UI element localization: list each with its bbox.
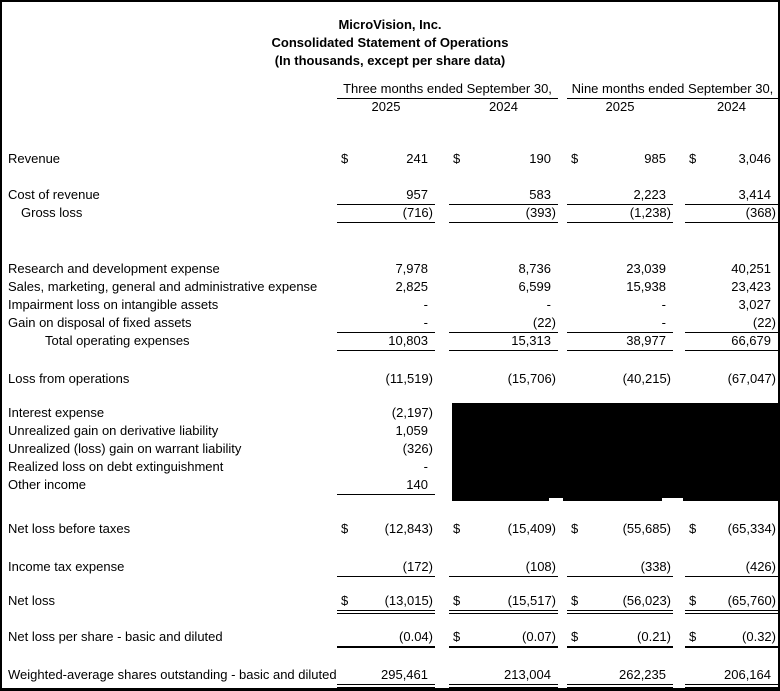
row-label: Other income (8, 477, 87, 492)
cell-value: (338) (640, 559, 671, 574)
value-cell (567, 278, 673, 296)
cell-value: (0.04) (399, 629, 433, 644)
cell-value: (15,517) (507, 593, 556, 608)
value-cell (685, 370, 778, 388)
value-cell (449, 666, 558, 685)
cell-value: 7,978 (395, 261, 428, 276)
row-label: Net loss (8, 593, 55, 608)
row-label: Net loss per share - basic and diluted (8, 629, 223, 644)
value-cell (685, 520, 778, 538)
value-cell (449, 204, 558, 223)
row-label: Unrealized gain on derivative liability (8, 423, 219, 438)
value-cell (685, 666, 778, 685)
row-spacer (2, 646, 778, 666)
value-cell (567, 260, 673, 278)
cell-value: 3,027 (738, 297, 771, 312)
value-cell (337, 370, 435, 388)
value-cell (449, 592, 558, 611)
dollar-sign: $ (689, 151, 697, 166)
cell-value: 241 (406, 151, 428, 166)
value-cell (567, 150, 673, 168)
statement-table (2, 80, 778, 684)
cell-value: 15,938 (626, 279, 666, 294)
cell-value: 1,059 (395, 423, 428, 438)
value-cell (337, 458, 435, 476)
cell-value: 206,164 (724, 667, 771, 682)
cell-value: (716) (402, 205, 433, 220)
cell-value: 15,313 (511, 333, 551, 348)
year-label: 2024 (489, 99, 518, 114)
cell-value: 40,251 (731, 261, 771, 276)
row-label: Net loss before taxes (8, 521, 131, 536)
value-cell (337, 476, 435, 495)
row-label: Interest expense (8, 405, 105, 420)
value-cell (337, 558, 435, 577)
cell-value: (426) (745, 559, 776, 574)
row-spacer (2, 538, 778, 558)
cell-value: (40,215) (622, 371, 671, 386)
cell-value: (13,015) (384, 593, 433, 608)
value-cell (567, 370, 673, 388)
cell-value: - (661, 315, 666, 330)
value-cell (449, 520, 558, 538)
value-cell (449, 628, 558, 648)
cell-value: (22) (752, 315, 776, 330)
value-cell (337, 278, 435, 296)
value-cell (337, 628, 435, 648)
value-cell (685, 628, 778, 648)
year-header-row (2, 98, 778, 116)
value-cell (337, 332, 435, 351)
table-row (2, 296, 778, 314)
cell-value: 190 (529, 151, 551, 166)
value-cell (685, 314, 778, 333)
row-spacer (2, 116, 778, 150)
value-cell (567, 592, 673, 611)
cell-value: 23,039 (626, 261, 666, 276)
value-cell (337, 260, 435, 278)
cell-value: (2,197) (391, 405, 433, 420)
cell-value: (172) (402, 559, 433, 574)
period-header-row (2, 80, 778, 98)
row-label: Gain on disposal of fixed assets (8, 315, 192, 330)
table-row (2, 520, 778, 538)
row-label: Unrealized (loss) gain on warrant liability (8, 441, 242, 456)
units-note: (In thousands, except per share data) (274, 53, 506, 68)
value-cell (449, 260, 558, 278)
row-label: Loss from operations (8, 371, 130, 386)
cell-value: - (423, 459, 428, 474)
value-cell (567, 204, 673, 223)
cell-value: (326) (402, 441, 433, 456)
cell-value: (67,047) (727, 371, 776, 386)
value-cell (337, 666, 435, 685)
cell-value: 38,977 (626, 333, 666, 348)
value-cell (685, 296, 778, 314)
value-cell (685, 260, 778, 278)
dollar-sign: $ (341, 593, 349, 608)
cell-value: 957 (406, 187, 428, 202)
year-label: 2025 (605, 99, 635, 114)
value-cell (337, 422, 435, 440)
cell-value: (368) (745, 205, 776, 220)
table-row (2, 628, 778, 646)
value-cell (449, 332, 558, 351)
value-cell (337, 186, 435, 205)
cell-value: 262,235 (619, 667, 666, 682)
cell-value: 23,423 (731, 279, 771, 294)
cell-value: 295,461 (381, 667, 428, 682)
table-row (2, 150, 778, 168)
row-label: Revenue (8, 151, 61, 166)
table-row (2, 204, 778, 222)
redaction-overlay (452, 403, 778, 498)
cell-value: - (423, 315, 428, 330)
cell-value: (15,409) (507, 521, 556, 536)
value-cell (449, 296, 558, 314)
redaction-overlay-bar (683, 498, 778, 501)
table-body (2, 116, 778, 684)
value-cell (685, 332, 778, 351)
value-cell (337, 440, 435, 458)
table-row (2, 592, 778, 610)
value-cell (685, 150, 778, 168)
cell-value: 10,803 (388, 333, 428, 348)
value-cell (567, 314, 673, 333)
year-label: 2025 (371, 99, 401, 114)
cell-value: 985 (644, 151, 666, 166)
cell-value: (55,685) (622, 521, 671, 536)
dollar-sign: $ (453, 521, 461, 536)
table-row (2, 260, 778, 278)
row-label: Realized loss on debt extinguishment (8, 459, 224, 474)
value-cell (337, 204, 435, 223)
table-row (2, 278, 778, 296)
dollar-sign: $ (341, 151, 349, 166)
cell-value: 3,414 (738, 187, 771, 202)
cell-value: (22) (532, 315, 556, 330)
dollar-sign: $ (453, 151, 461, 166)
value-cell (449, 278, 558, 296)
value-cell (337, 296, 435, 314)
cell-value: 6,599 (518, 279, 551, 294)
value-cell (337, 150, 435, 168)
row-spacer (2, 168, 778, 186)
cell-value: (65,760) (727, 593, 776, 608)
period-header-three-months: Three months ended September 30, (337, 80, 558, 99)
cell-value: (108) (525, 559, 556, 574)
cell-value: (65,334) (727, 521, 776, 536)
value-cell (567, 520, 673, 538)
value-cell (337, 592, 435, 611)
table-row (2, 666, 778, 684)
cell-value: 66,679 (731, 333, 771, 348)
cell-value: (15,706) (507, 371, 556, 386)
value-cell (449, 558, 558, 577)
table-row (2, 370, 778, 388)
dollar-sign: $ (689, 593, 697, 608)
year-label: 2024 (717, 99, 746, 114)
cell-value: 140 (406, 477, 428, 492)
cell-value: (0.32) (742, 629, 776, 644)
row-label: Cost of revenue (8, 187, 100, 202)
dollar-sign: $ (689, 629, 697, 644)
row-label: Impairment loss on intangible assets (8, 297, 219, 312)
value-cell (685, 204, 778, 223)
cell-value: 2,223 (633, 187, 666, 202)
cell-value: - (423, 297, 428, 312)
row-label: Total operating expenses (45, 333, 190, 348)
row-label: Weighted-average shares outstanding - basic and diluted (8, 667, 337, 682)
cell-value: - (546, 297, 551, 312)
cell-value: - (661, 297, 666, 312)
value-cell (337, 520, 435, 538)
cell-value: (0.07) (522, 629, 556, 644)
value-cell (449, 314, 558, 333)
title-block (2, 16, 778, 70)
cell-value: 213,004 (504, 667, 551, 682)
value-cell (685, 592, 778, 611)
row-label: Sales, marketing, general and administrative expense (8, 279, 318, 294)
value-cell (449, 150, 558, 168)
row-label: Gross loss (21, 205, 83, 220)
value-cell (567, 186, 673, 205)
value-cell (567, 628, 673, 648)
row-spacer (2, 388, 778, 404)
value-cell (567, 332, 673, 351)
table-row (2, 186, 778, 204)
dollar-sign: $ (453, 593, 461, 608)
cell-value: (56,023) (622, 593, 671, 608)
value-cell (567, 296, 673, 314)
dollar-sign: $ (341, 521, 349, 536)
cell-value: 8,736 (518, 261, 551, 276)
period-header-nine-months: Nine months ended September 30, (567, 80, 778, 99)
dollar-sign: $ (689, 521, 697, 536)
row-spacer (2, 350, 778, 370)
table-row (2, 332, 778, 350)
value-cell (449, 370, 558, 388)
value-cell (567, 558, 673, 577)
cell-value: (1,238) (629, 205, 671, 220)
statement-title: Consolidated Statement of Operations (271, 35, 509, 50)
redaction-overlay-bar (563, 498, 662, 501)
company-name: MicroVision, Inc. (338, 17, 442, 32)
table-row (2, 558, 778, 576)
value-cell (567, 666, 673, 685)
cell-value: 2,825 (395, 279, 428, 294)
row-label: Income tax expense (8, 559, 125, 574)
value-cell (685, 186, 778, 205)
value-cell (685, 558, 778, 577)
dollar-sign: $ (571, 521, 579, 536)
cell-value: 3,046 (738, 151, 771, 166)
cell-value: (0.21) (637, 629, 671, 644)
row-spacer (2, 222, 778, 260)
value-cell (685, 278, 778, 296)
value-cell (449, 186, 558, 205)
cell-value: 583 (529, 187, 551, 202)
row-spacer (2, 576, 778, 592)
table-row (2, 314, 778, 332)
cell-value: (393) (525, 205, 556, 220)
cell-value: (11,519) (385, 371, 433, 386)
dollar-sign: $ (453, 629, 461, 644)
dollar-sign: $ (571, 629, 579, 644)
dollar-sign: $ (571, 593, 579, 608)
redaction-overlay-bar (452, 498, 549, 501)
dollar-sign: $ (571, 151, 579, 166)
value-cell (337, 404, 435, 422)
value-cell (337, 314, 435, 333)
row-label: Research and development expense (8, 261, 220, 276)
cell-value: (12,843) (384, 521, 433, 536)
